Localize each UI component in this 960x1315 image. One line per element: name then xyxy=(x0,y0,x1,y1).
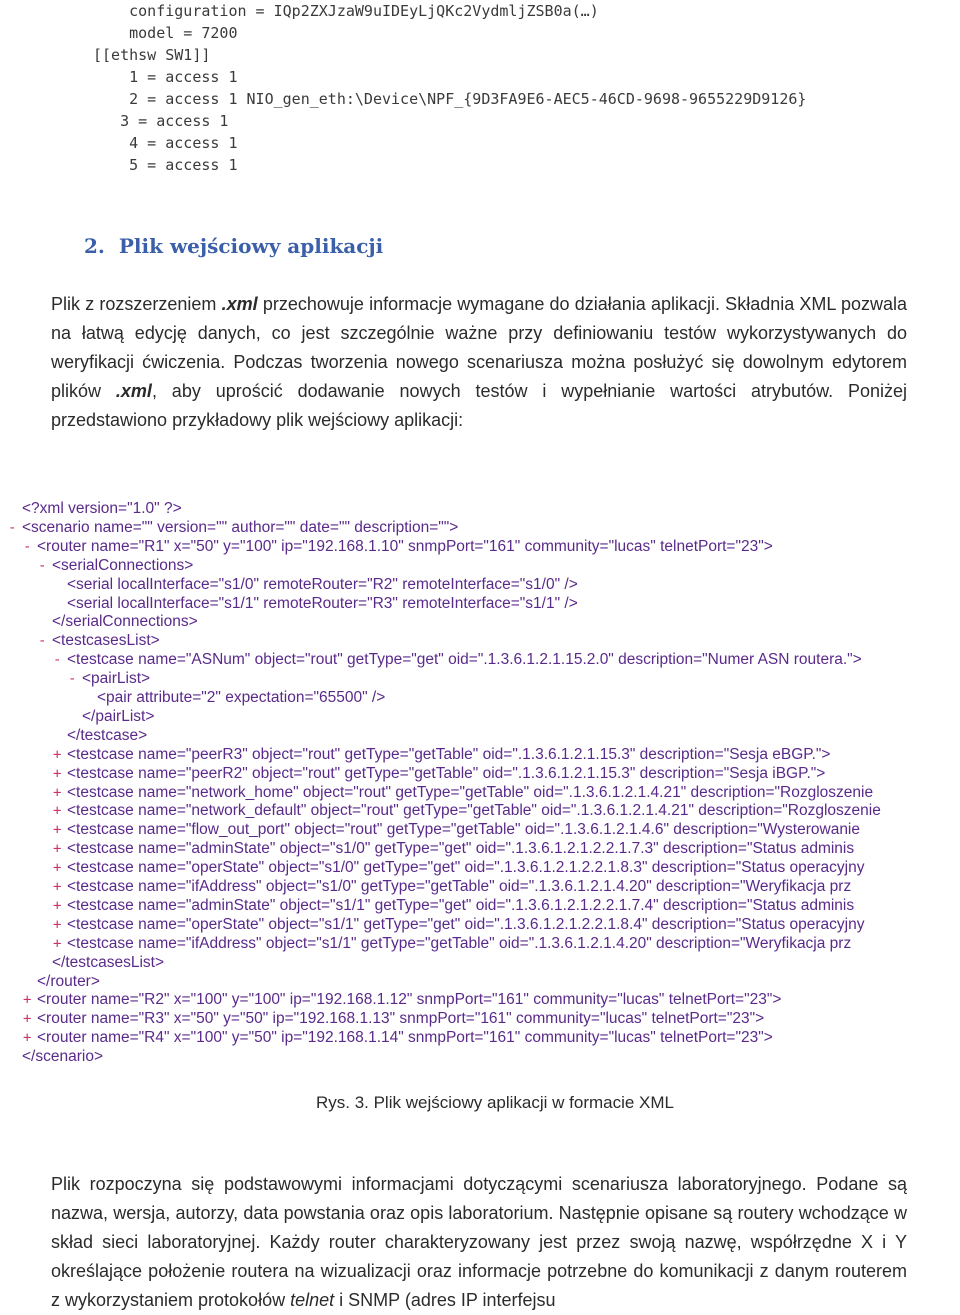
collapse-icon[interactable]: - xyxy=(8,519,17,536)
xml-line[interactable] xyxy=(53,915,864,935)
config-line: [[ethsw SW1]] xyxy=(93,46,211,64)
expand-icon[interactable]: + xyxy=(53,897,62,914)
xml-extension: .xml xyxy=(221,294,258,314)
config-line: configuration = IQp2ZXJzaW9uIDEyLjQKc2VydmljZSB0a(…) xyxy=(93,2,599,20)
text-run: i SNMP (adres IP interfejsu xyxy=(334,1290,556,1310)
config-line: 4 = access 1 xyxy=(93,134,238,152)
xml-line[interactable] xyxy=(53,745,831,765)
xml-text: </testcase> xyxy=(67,726,148,744)
collapse-icon[interactable]: - xyxy=(23,538,32,555)
config-line: 1 = access 1 xyxy=(93,68,238,86)
collapse-icon[interactable]: - xyxy=(68,671,77,688)
xml-line[interactable] xyxy=(53,764,825,784)
xml-line xyxy=(38,612,198,631)
xml-text: <serialConnections> xyxy=(52,556,194,574)
xml-line[interactable] xyxy=(53,858,864,878)
xml-extension: .xml xyxy=(115,381,152,401)
xml-line[interactable] xyxy=(53,801,881,821)
xml-text: <serial localInterface="s1/1" remoteRouter="R3" remoteInterface="s1/1" /> xyxy=(67,594,578,612)
xml-line xyxy=(53,575,578,594)
xml-text: <serial localInterface="s1/0" remoteRouter="R2" remoteInterface="s1/0" /> xyxy=(67,575,578,593)
expand-icon[interactable]: + xyxy=(53,803,62,820)
expand-icon[interactable]: + xyxy=(53,916,62,933)
text-run: Plik z rozszerzeniem xyxy=(51,294,222,314)
expand-icon[interactable]: + xyxy=(23,1011,32,1028)
expand-icon[interactable]: + xyxy=(53,860,62,877)
xml-line[interactable] xyxy=(23,1028,773,1048)
xml-text: <testcase name="adminState" object="s1/1" getType="get" oid=".1.3.6.1.2.1.2.2.1.7.4" description="Status adminis xyxy=(67,896,855,914)
xml-text: <pairList> xyxy=(82,670,151,688)
collapse-icon[interactable]: - xyxy=(38,557,47,574)
xml-line xyxy=(23,972,100,991)
xml-text: <scenario name="" version="" author="" date="" description=""> xyxy=(22,518,459,536)
xml-line xyxy=(83,688,385,707)
xml-text: <router name="R3" x="50" y="50" ip="192.168.1.13" snmpPort="161" community="lucas" telnetPort="23"> xyxy=(37,1010,765,1028)
xml-text: <testcase name="adminState" object="s1/0" getType="get" oid=".1.3.6.1.2.1.2.2.1.7.3" description="Status adminis xyxy=(67,840,855,858)
xml-line[interactable] xyxy=(53,839,854,859)
xml-text: </pairList> xyxy=(82,707,155,725)
xml-line[interactable] xyxy=(53,650,862,670)
xml-line xyxy=(68,707,154,726)
xml-figure xyxy=(0,496,960,1066)
expand-icon[interactable]: + xyxy=(23,1030,32,1047)
xml-line[interactable] xyxy=(23,990,781,1010)
xml-line[interactable] xyxy=(8,518,458,538)
xml-line[interactable] xyxy=(53,783,873,803)
xml-line[interactable] xyxy=(53,896,854,916)
section-number: 2. xyxy=(84,234,105,258)
config-line: 3 = access 1 xyxy=(93,112,229,130)
xml-text: <router name="R4" x="100" y="50" ip="192.168.1.14" snmpPort="161" community="lucas" telnetPort="23"> xyxy=(37,1029,773,1047)
xml-line xyxy=(8,499,182,518)
expand-icon[interactable]: + xyxy=(53,746,62,763)
figure-caption: Rys. 3. Plik wejściowy aplikacji w formacie XML xyxy=(315,1093,675,1112)
section-heading xyxy=(84,234,383,258)
xml-line[interactable] xyxy=(53,934,851,954)
xml-text: <testcase name="operState" object="s1/1" getType="get" oid=".1.3.6.1.2.1.2.2.1.8.4" description="Status operacyjny xyxy=(67,915,865,933)
xml-text: </router> xyxy=(37,972,100,990)
xml-text: <router name="R2" x="100" y="100" ip="192.168.1.12" snmpPort="161" community="lucas" telnetPort="23"> xyxy=(37,991,782,1009)
xml-text: <testcase name="flow_out_port" object="rout" getType="getTable" oid=".1.3.6.1.2.1.4.6" description="Wysterowanie xyxy=(67,821,860,839)
xml-text: <testcase name="network_home" object="rout" getType="getTable" oid=".1.3.6.1.2.1.4.21" description="Rozgloszenie xyxy=(67,783,874,801)
xml-text: <pair attribute="2" expectation="65500" /> xyxy=(97,689,386,706)
xml-line[interactable] xyxy=(38,556,193,576)
xml-text: <testcase name="peerR3" object="rout" getType="getTable" oid=".1.3.6.1.2.1.15.3" description="Sesja eBGP."> xyxy=(67,745,831,763)
expand-icon[interactable]: + xyxy=(53,841,62,858)
collapse-icon[interactable]: - xyxy=(53,652,62,669)
xml-text: <testcase name="network_default" object="rout" getType="getTable" oid=".1.3.6.1.2.1.4.21" description="Rozgloszenie xyxy=(67,802,881,820)
expand-icon[interactable]: + xyxy=(53,822,62,839)
expand-icon[interactable]: + xyxy=(53,879,62,895)
collapse-icon[interactable]: - xyxy=(38,633,47,650)
xml-text: <testcase name="ASNum" object="rout" getType="get" oid=".1.3.6.1.2.1.15.2.0" description="Numer ASN routera."> xyxy=(67,651,862,669)
description-paragraph xyxy=(51,1170,907,1315)
section-title: Plik wejściowy aplikacji xyxy=(118,234,384,258)
expand-icon[interactable]: + xyxy=(23,992,32,1009)
config-line: 5 = access 1 xyxy=(93,156,238,174)
config-line: model = 7200 xyxy=(93,24,238,42)
xml-text: </scenario> xyxy=(22,1048,103,1066)
xml-line xyxy=(53,726,147,745)
xml-line[interactable] xyxy=(38,631,160,651)
xml-line[interactable] xyxy=(23,537,773,557)
xml-line xyxy=(38,953,164,972)
telnet-term: telnet xyxy=(290,1290,335,1310)
xml-text: </serialConnections> xyxy=(52,613,198,631)
xml-text: <testcase name="ifAddress" object="s1/0" getType="getTable" oid=".1.3.6.1.2.1.4.20" description="Weryfikacja prz xyxy=(67,878,852,895)
intro-paragraph xyxy=(51,290,907,435)
xml-line xyxy=(8,1047,103,1066)
xml-line[interactable] xyxy=(53,820,860,840)
xml-text: <router name="R1" x="50" y="100" ip="192.168.1.10" snmpPort="161" community="lucas" telnetPort="23"> xyxy=(37,537,773,555)
text-run: Plik rozpoczyna się podstawowymi informacjami dotyczącymi scenariusza laboratoryjnego. Podane są nazwa, wersja, autorzy, data powstania oraz opis laboratorium. Następnie opisane są routery wchodzące w skład sieci laboratoryjnej. Każdy router charakteryzowany jest przez swoją nazwę, współrzędne X i Y określające położenie routera na wizualizacji oraz informacje potrzebne do komunikacji z danym routerem z wykorzystaniem protokołów xyxy=(51,1174,907,1310)
expand-icon[interactable]: + xyxy=(53,935,62,952)
config-line: 2 = access 1 NIO_gen_eth:\Device\NPF_{9D3FA9E6-AEC5-46CD-9698-9655229D9126} xyxy=(93,90,807,108)
xml-line[interactable] xyxy=(53,877,851,897)
xml-line xyxy=(53,594,578,613)
xml-line[interactable] xyxy=(23,1009,764,1029)
text-run: przechowuje informacje wymagane do działania aplikacji. Składnia XML pozwala na łatwą edycję danych, co jest szczególnie ważne przy definiowaniu testów wykorzystywanych do weryfikacji ćwiczenia. Podczas tworzenia nowego scenariusza można posłużyć się dowolnym edytorem plików xyxy=(51,294,907,401)
expand-icon[interactable]: + xyxy=(53,765,62,782)
expand-icon[interactable]: + xyxy=(53,784,62,801)
xml-text: <?xml version="1.0" ?> xyxy=(22,500,182,517)
text-run: , aby uprościć dodawanie nowych testów i wypełnianie wartości atrybutów. Poniżej przedstawiono przykładowy plik wejściowy aplikacji: xyxy=(51,381,907,430)
xml-text: </testcasesList> xyxy=(52,953,165,971)
xml-text: <testcase name="peerR2" object="rout" getType="getTable" oid=".1.3.6.1.2.1.15.3" description="Sesja iBGP."> xyxy=(67,764,826,782)
xml-line[interactable] xyxy=(68,669,150,689)
xml-text: <testcase name="operState" object="s1/0" getType="get" oid=".1.3.6.1.2.1.2.2.1.8.3" description="Status operacyjny xyxy=(67,859,865,877)
xml-text: <testcasesList> xyxy=(52,632,160,650)
xml-text: <testcase name="ifAddress" object="s1/1" getType="getTable" oid=".1.3.6.1.2.1.4.20" description="Weryfikacja prz xyxy=(67,934,852,952)
